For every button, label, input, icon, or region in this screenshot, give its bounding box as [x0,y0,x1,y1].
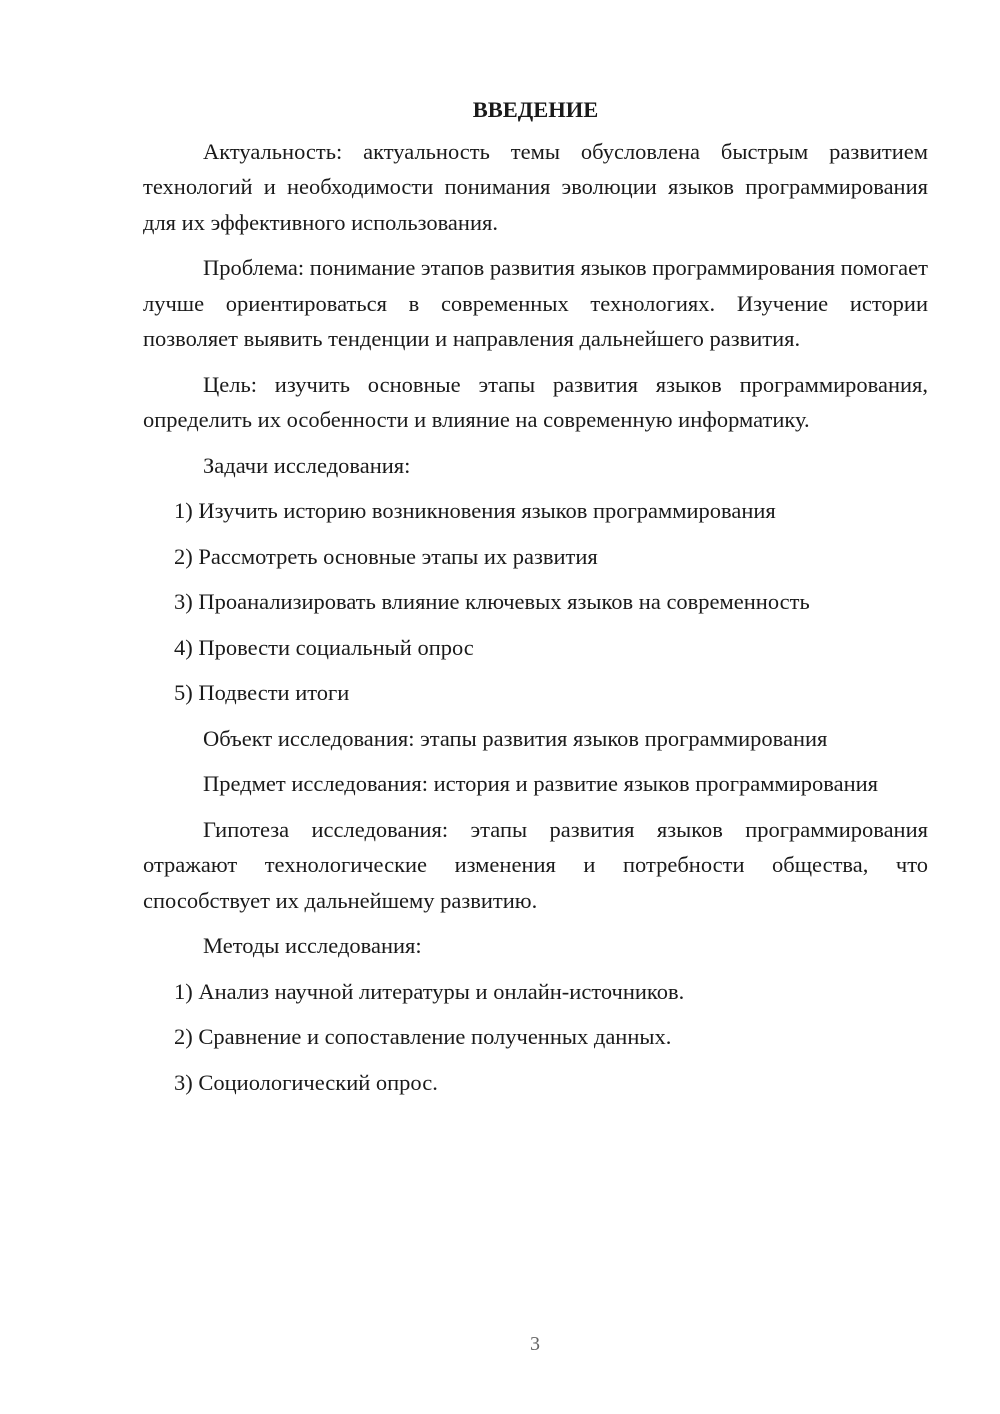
problem-paragraph: Проблема: понимание этапов развития языков программирования помогает лучше ориентироваться в современных технологиях. Изучение истории позволяет выявить тенденции и направления дальнейшего развития. [143,255,928,351]
list-item: 2) Рассмотреть основные этапы их развития [174,543,598,569]
page-number: 3 [530,1333,540,1355]
list-item: 1) Изучить историю возникновения языков программирования [174,498,776,523]
hypothesis-paragraph: Гипотеза исследования: этапы развития языков программирования отражают технологические изменения и потребности общества, что способствует их дальнейшему развитию. [143,816,928,913]
goal-paragraph: Цель: изучить основные этапы развития языков программирования, определить их особенности и влияние на современную информатику. [143,371,928,432]
object-paragraph: Объект исследования: этапы развития языков программирования [203,725,828,751]
list-item: 3) Социологический опрос. [174,1069,438,1095]
tasks-list [143,493,928,711]
methods-heading: Методы исследования: [203,933,422,958]
section-title: ВВЕДЕНИЕ [472,97,599,122]
tasks-heading: Задачи исследования: [203,452,411,478]
list-item: 1) Анализ научной литературы и онлайн-источников. [174,978,685,1004]
list-item: 2) Сравнение и сопоставление полученных данных. [174,1024,672,1049]
list-item: 5) Подвести итоги [174,680,350,705]
relevance-paragraph: Актуальность: актуальность темы обусловлена быстрым развитием технологий и необходимости понимания эволюции языков программирования для их эффективного использования. [143,138,928,235]
document-body [143,92,928,1110]
list-item: 4) Провести социальный опрос [174,634,474,660]
methods-list [143,974,928,1101]
list-item: 3) Проанализировать влияние ключевых языков на современность [174,589,810,614]
subject-paragraph: Предмет исследования: история и развитие языков программирования [203,771,878,796]
